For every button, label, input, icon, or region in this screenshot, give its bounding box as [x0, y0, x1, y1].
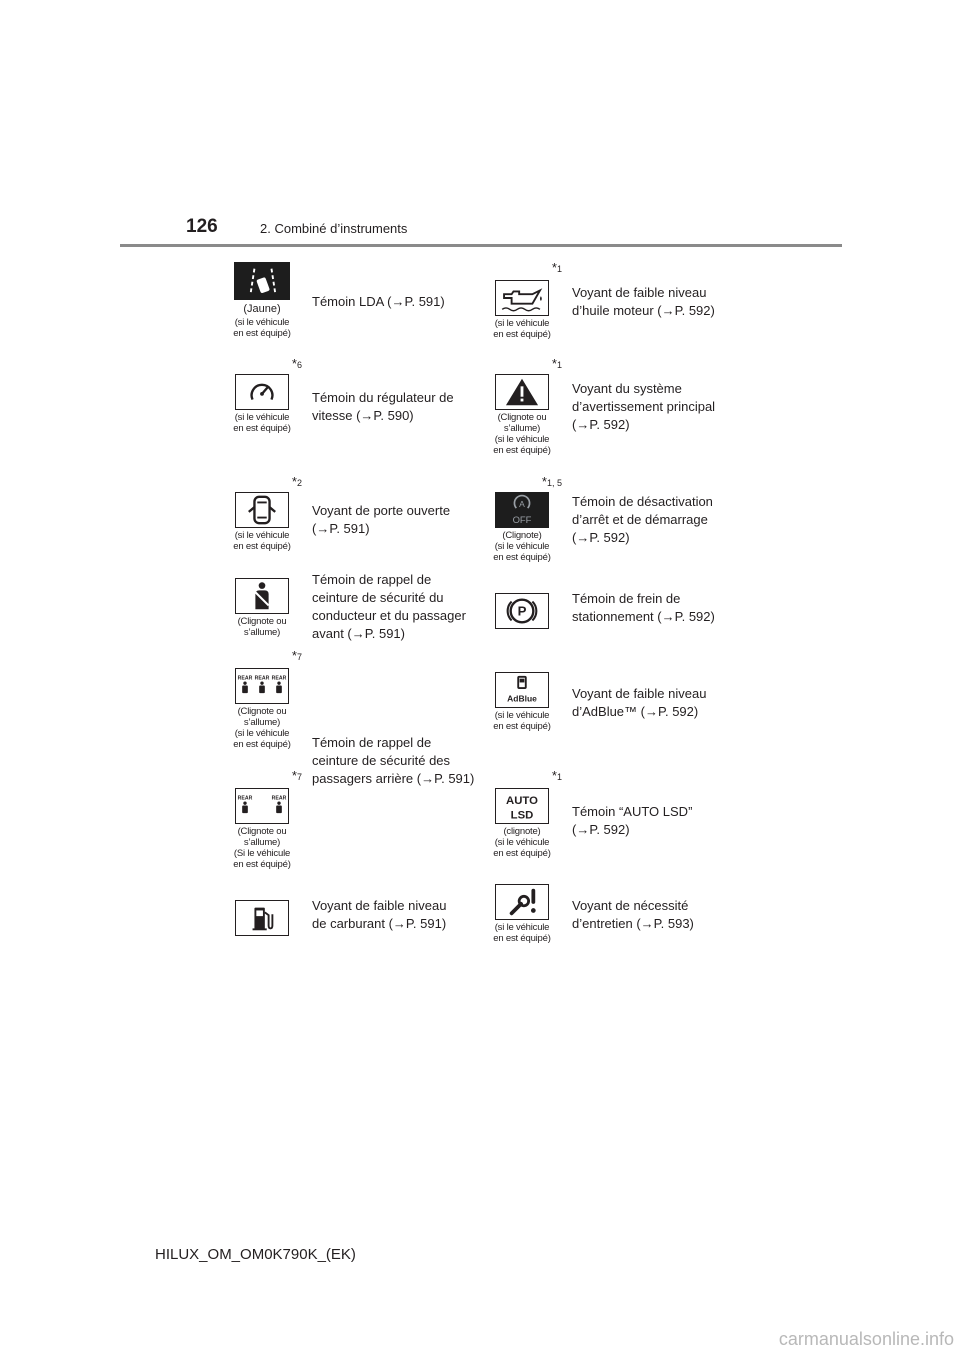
- stop-start-off-icon: [495, 492, 549, 528]
- maintenance-description: Voyant de nécessité d’entretien (→P. 593): [572, 898, 694, 931]
- svg-text:REAR: REAR: [271, 675, 287, 682]
- note: (Clignote): [502, 530, 542, 541]
- svg-text:OFF: OFF: [512, 515, 532, 527]
- note: en est équipé): [233, 541, 291, 552]
- indicator-rear-seatbelt-3: [212, 650, 312, 750]
- stop-start-off-description: Témoin de désactivation d’arrêt et de démarrage (→P. 592): [572, 494, 713, 545]
- footnote-marker: *1: [551, 768, 562, 783]
- svg-text:REAR: REAR: [237, 795, 253, 802]
- svg-text:REAR: REAR: [237, 675, 253, 682]
- note: (si le véhicule: [494, 541, 550, 552]
- svg-text:REAR: REAR: [254, 675, 270, 682]
- indicator-oil-pressure: [472, 262, 572, 340]
- note: en est équipé): [493, 848, 551, 859]
- oil-pressure-description: Voyant de faible niveau d’huile moteur (→P. 592): [572, 285, 715, 318]
- note: (Si le véhicule: [233, 848, 291, 859]
- indicator-rear-seatbelt-2: [212, 770, 312, 870]
- footnote-marker: *1: [551, 260, 562, 275]
- svg-text:P: P: [517, 603, 527, 619]
- adblue-icon: [495, 672, 549, 708]
- note: (clignote): [503, 826, 541, 837]
- note: (Clignote ou: [237, 616, 287, 627]
- auto-lsd-icon: [495, 788, 549, 824]
- indicator-parking-brake: [472, 593, 572, 629]
- rear-seatbelt-3-icon: [235, 668, 289, 704]
- note: (si le véhicule: [494, 837, 550, 848]
- note: en est équipé): [493, 933, 551, 944]
- footnote-marker: *6: [291, 356, 302, 371]
- svg-text:AUTO: AUTO: [506, 795, 538, 808]
- door-open-description: Voyant de porte ouverte (→P. 591): [312, 503, 451, 536]
- indicator-maintenance: [472, 884, 572, 944]
- section-title: 2. Combiné d’instruments: [260, 221, 408, 236]
- indicator-fuel: [212, 900, 312, 936]
- header-rule: [120, 244, 842, 247]
- watermark: carmanualsonline.info: [778, 1329, 954, 1349]
- footnote-marker: *1, 5: [541, 474, 562, 489]
- footnote-marker: *7: [291, 768, 302, 783]
- indicator-stop-start-off: [472, 476, 572, 563]
- footnote-marker: *2: [291, 474, 302, 489]
- page-number: 126: [186, 216, 218, 237]
- note: (si le véhicule: [494, 710, 550, 721]
- indicator-door-open: [212, 476, 312, 552]
- note: s’allume): [243, 837, 281, 848]
- note: en est équipé): [493, 552, 551, 563]
- note: (si le véhicule: [234, 317, 290, 328]
- svg-text:LSD: LSD: [510, 809, 534, 822]
- note: (si le véhicule: [234, 412, 290, 423]
- lda-icon: [234, 262, 290, 300]
- indicator-adblue: [472, 672, 572, 732]
- note: s’allume): [503, 423, 541, 434]
- adblue-description: Voyant de faible niveau d’AdBlue™ (→P. 592): [572, 686, 707, 719]
- svg-text:AdBlue: AdBlue: [507, 693, 537, 704]
- note: (Clignote ou: [237, 826, 287, 837]
- indicator-seatbelt: [212, 578, 312, 638]
- indicator-lda: [212, 262, 312, 339]
- color-note: (Jaune): [243, 303, 281, 315]
- rear-seatbelt-description: Témoin de rappel de ceinture de sécurité des passagers arrière (→P. 591): [312, 735, 475, 786]
- auto-lsd-description: Témoin “AUTO LSD” (→P. 592): [572, 804, 693, 837]
- oil-pressure-icon: [495, 280, 549, 316]
- note: (si le véhicule: [234, 728, 290, 739]
- document-id: HILUX_OM_OM0K790K_(EK): [155, 1246, 356, 1263]
- indicator-cruise-control: [212, 358, 312, 434]
- svg-text:REAR: REAR: [271, 795, 287, 802]
- note: (si le véhicule: [494, 434, 550, 445]
- master-warning-description: Voyant du système d’avertissement principal (→P. 592): [572, 381, 716, 432]
- note: (si le véhicule: [234, 530, 290, 541]
- seatbelt-icon: [235, 578, 289, 614]
- fuel-icon: [235, 900, 289, 936]
- note: (si le véhicule: [494, 922, 550, 933]
- rear-seatbelt-2-icon: [235, 788, 289, 824]
- note: en est équipé): [493, 721, 551, 732]
- note: en est équipé): [233, 859, 291, 870]
- footnote-marker: *7: [291, 648, 302, 663]
- indicator-master-warning: [472, 358, 572, 456]
- note: s’allume): [243, 627, 281, 638]
- maintenance-icon: [495, 884, 549, 920]
- parking-brake-icon: [495, 593, 549, 629]
- note: s’allume): [243, 717, 281, 728]
- master-warning-icon: [495, 374, 549, 410]
- note: (Clignote ou: [237, 706, 287, 717]
- fuel-description: Voyant de faible niveau de carburant (→P. 591): [312, 898, 447, 931]
- note: en est équipé): [233, 423, 291, 434]
- lda-description: Témoin LDA (→P. 591): [312, 294, 445, 309]
- note: (Clignote ou: [497, 412, 547, 423]
- note: en est équipé): [233, 739, 291, 750]
- note: (si le véhicule: [494, 318, 550, 329]
- cruise-control-icon: [235, 374, 289, 410]
- note: en est équipé): [493, 329, 551, 340]
- note: en est équipé): [233, 328, 291, 339]
- svg-text:A: A: [519, 499, 525, 510]
- note: en est équipé): [493, 445, 551, 456]
- footnote-marker: *1: [551, 356, 562, 371]
- cruise-control-description: Témoin du régulateur de vitesse (→P. 590): [312, 390, 454, 423]
- parking-brake-description: Témoin de frein de stationnement (→P. 592): [572, 591, 715, 624]
- indicator-auto-lsd: [472, 770, 572, 859]
- seatbelt-description: Témoin de rappel de ceinture de sécurité du conducteur et du passager avant (→P. 591): [312, 572, 466, 641]
- door-open-icon: [235, 492, 289, 528]
